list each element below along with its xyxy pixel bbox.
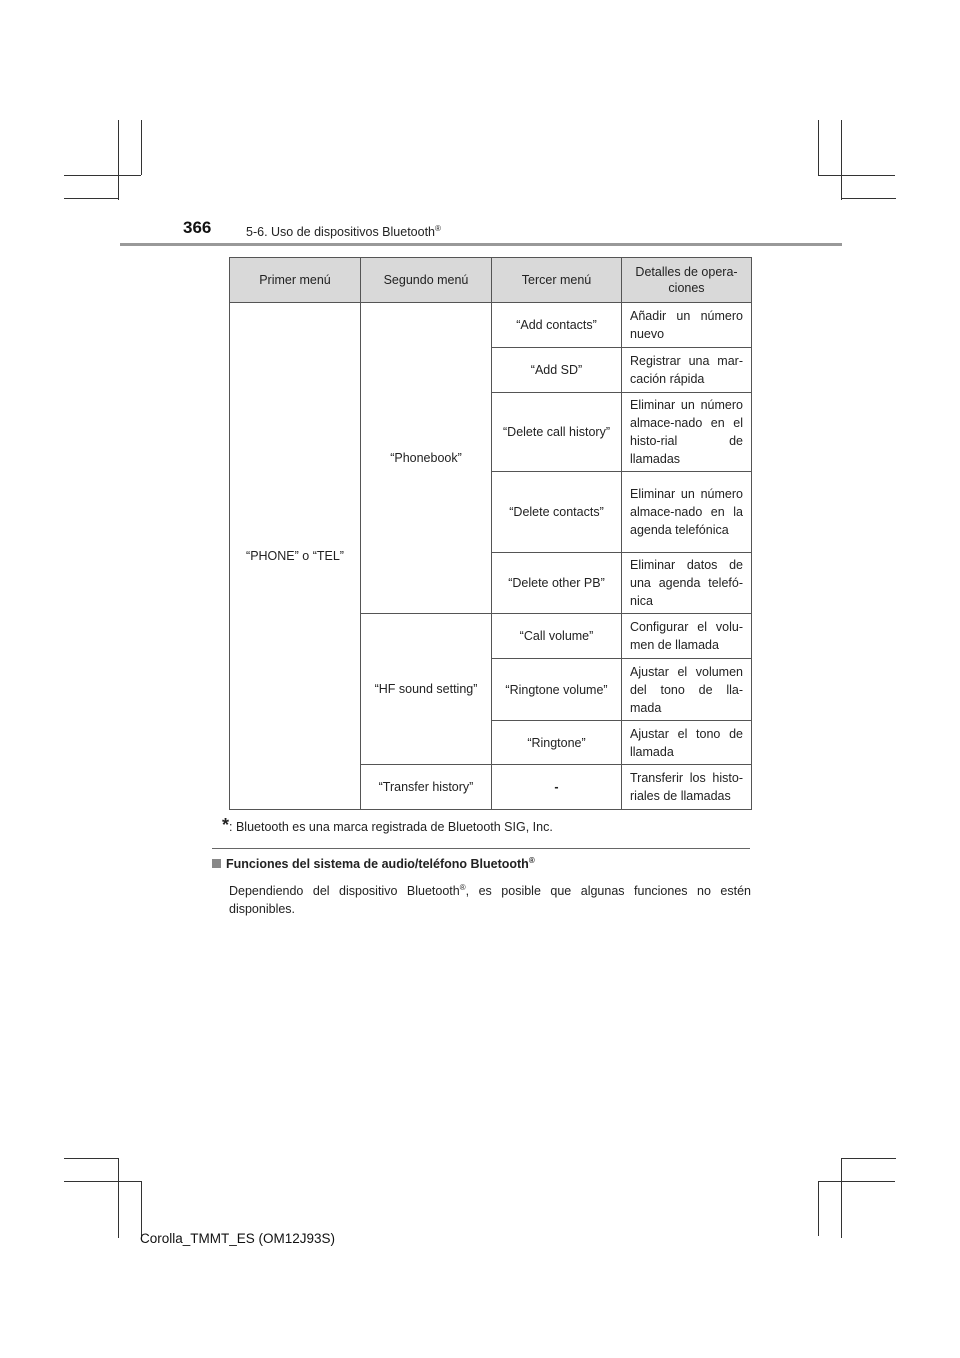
- menu-table: [229, 257, 752, 810]
- crop-mark: [841, 1158, 896, 1159]
- detail-cell: Eliminar un número almace-nado en el histo-rial de llamadas: [622, 393, 752, 472]
- crop-mark: [841, 120, 842, 200]
- crop-mark: [64, 1158, 119, 1159]
- crop-mark: [818, 1181, 895, 1182]
- third-menu-cell: “Delete contacts”: [492, 472, 622, 553]
- detail-cell: Eliminar un número almace-nado en la agenda telefónica: [622, 472, 752, 553]
- detail-cell: Añadir un número nuevo: [622, 303, 752, 348]
- crop-mark: [818, 120, 819, 175]
- header-rule: [120, 243, 842, 246]
- crop-mark: [118, 120, 119, 200]
- section-title: [246, 224, 441, 239]
- second-menu-cell: “Transfer history”: [361, 765, 492, 810]
- detail-cell: Transferir los histo-riales de llamadas: [622, 765, 752, 810]
- table-header-row: [230, 258, 752, 303]
- detail-cell: Ajustar el volumen del tono de lla-mada: [622, 659, 752, 721]
- detail-cell: Eliminar datos de una agenda telefó-nica: [622, 553, 752, 614]
- column-header-third-menu: Tercer menú: [492, 258, 622, 303]
- square-bullet-icon: [212, 859, 221, 868]
- column-header-details: Detalles de opera-ciones: [622, 258, 752, 303]
- third-menu-cell: “Add contacts”: [492, 303, 622, 348]
- footnote-text: : Bluetooth es una marca registrada de Bluetooth SIG, Inc.: [229, 820, 553, 834]
- feature-heading-text: Funciones del sistema de audio/teléfono Bluetooth: [226, 857, 529, 872]
- first-menu-cell: “PHONE” o “TEL”: [230, 303, 361, 810]
- section-divider: [212, 848, 750, 849]
- crop-mark: [818, 175, 895, 176]
- third-menu-cell: “Delete other PB”: [492, 553, 622, 614]
- crop-mark: [141, 1181, 142, 1236]
- registered-mark: ®: [528, 856, 535, 865]
- third-menu-cell: “Ringtone”: [492, 721, 622, 765]
- third-menu-cell: “Add SD”: [492, 348, 622, 393]
- crop-mark: [64, 198, 119, 199]
- third-menu-cell: “Call volume”: [492, 614, 622, 659]
- crop-mark: [64, 175, 141, 176]
- crop-mark: [818, 1181, 819, 1236]
- feature-heading: [212, 856, 535, 871]
- footnote: [222, 815, 553, 836]
- second-menu-cell: “HF sound setting”: [361, 614, 492, 765]
- crop-mark: [118, 1158, 119, 1238]
- crop-mark: [64, 1181, 141, 1182]
- feature-body-text-end: , es posible que algunas funciones no estén disponibles.: [229, 884, 751, 917]
- column-header-first-menu: Primer menú: [230, 258, 361, 303]
- section-title-text: 5-6. Uso de dispositivos Bluetooth: [246, 225, 435, 240]
- second-menu-cell: “Phonebook”: [361, 303, 492, 614]
- registered-mark: ®: [435, 224, 441, 233]
- third-menu-cell: “Ringtone volume”: [492, 659, 622, 721]
- page-number: 366: [183, 218, 212, 237]
- footer-doc-code: Corolla_TMMT_ES (OM12J93S): [140, 1231, 336, 1246]
- feature-body: [229, 879, 751, 918]
- registered-mark: ®: [459, 883, 466, 892]
- crop-mark: [141, 120, 142, 175]
- footnote-mark: *: [222, 815, 230, 835]
- third-menu-cell: -: [492, 765, 622, 810]
- detail-cell: Registrar una mar-cación rápida: [622, 348, 752, 393]
- crop-mark: [841, 198, 896, 199]
- column-header-second-menu: Segundo menú: [361, 258, 492, 303]
- table-row: [230, 303, 752, 348]
- third-menu-cell: “Delete call history”: [492, 393, 622, 472]
- crop-mark: [841, 1158, 842, 1238]
- detail-cell: Configurar el volu-men de llamada: [622, 614, 752, 659]
- feature-body-text: Dependiendo del dispositivo Bluetooth: [229, 884, 460, 899]
- detail-cell: Ajustar el tono de llamada: [622, 721, 752, 765]
